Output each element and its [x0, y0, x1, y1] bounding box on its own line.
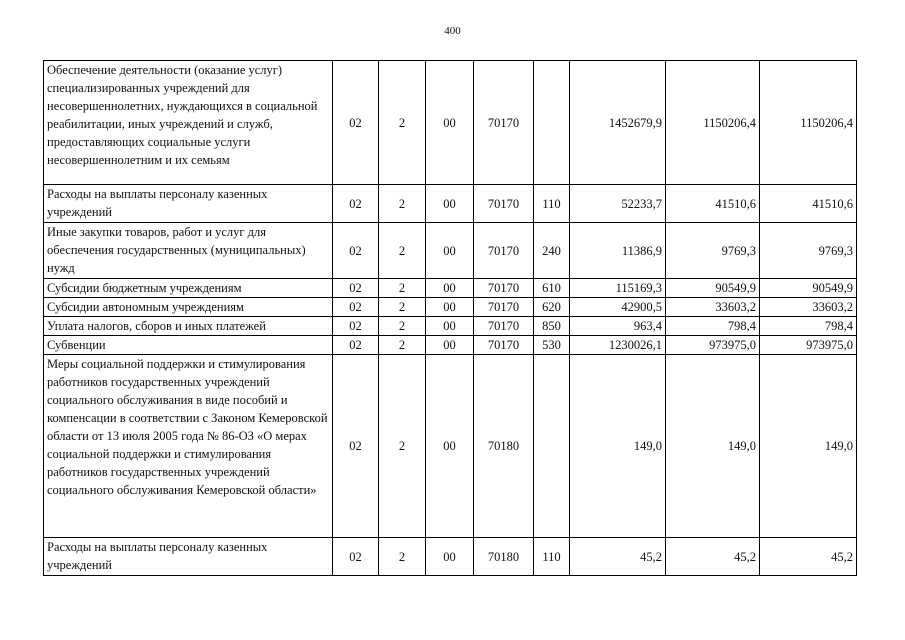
amount-3: 33603,2	[760, 298, 857, 317]
row-name: Иные закупки товаров, работ и услуг для обеспечения государственных (муниципальных) нужд	[44, 223, 333, 279]
table-row	[44, 185, 857, 223]
subsection-code: 2	[379, 279, 426, 298]
section-code: 02	[333, 538, 379, 576]
amount-1: 1230026,1	[570, 336, 666, 355]
expense-code: 240	[534, 223, 570, 279]
amount-2: 33603,2	[666, 298, 760, 317]
expense-code: 620	[534, 298, 570, 317]
target-code: 70180	[474, 538, 534, 576]
program-code: 00	[426, 317, 474, 336]
amount-3: 45,2	[760, 538, 857, 576]
program-code: 00	[426, 185, 474, 223]
amount-3: 973975,0	[760, 336, 857, 355]
amount-1: 115169,3	[570, 279, 666, 298]
subsection-code: 2	[379, 61, 426, 185]
expense-code: 110	[534, 538, 570, 576]
program-code: 00	[426, 223, 474, 279]
subsection-code: 2	[379, 298, 426, 317]
program-code: 00	[426, 336, 474, 355]
program-code: 00	[426, 538, 474, 576]
subsection-code: 2	[379, 336, 426, 355]
amount-3: 90549,9	[760, 279, 857, 298]
section-code: 02	[333, 279, 379, 298]
page-number: 400	[444, 25, 461, 37]
table-row	[44, 298, 857, 317]
row-name: Уплата налогов, сборов и иных платежей	[44, 317, 333, 336]
target-code: 70170	[474, 185, 534, 223]
expense-code	[534, 61, 570, 185]
budget-table	[43, 60, 857, 576]
amount-1: 42900,5	[570, 298, 666, 317]
target-code: 70170	[474, 223, 534, 279]
section-code: 02	[333, 355, 379, 538]
amount-1: 963,4	[570, 317, 666, 336]
row-name: Расходы на выплаты персоналу казенных учреждений	[44, 538, 333, 576]
subsection-code: 2	[379, 185, 426, 223]
row-name: Субсидии бюджетным учреждениям	[44, 279, 333, 298]
table-row	[44, 61, 857, 185]
amount-1: 1452679,9	[570, 61, 666, 185]
section-code: 02	[333, 298, 379, 317]
subsection-code: 2	[379, 317, 426, 336]
section-code: 02	[333, 336, 379, 355]
table-row	[44, 336, 857, 355]
target-code: 70170	[474, 279, 534, 298]
target-code: 70170	[474, 317, 534, 336]
expense-code: 530	[534, 336, 570, 355]
target-code: 70180	[474, 355, 534, 538]
amount-3: 798,4	[760, 317, 857, 336]
amount-2: 798,4	[666, 317, 760, 336]
table-row	[44, 538, 857, 576]
row-name: Субвенции	[44, 336, 333, 355]
program-code: 00	[426, 298, 474, 317]
amount-1: 45,2	[570, 538, 666, 576]
subsection-code: 2	[379, 223, 426, 279]
row-name: Расходы на выплаты персоналу казенных учреждений	[44, 185, 333, 223]
section-code: 02	[333, 61, 379, 185]
row-name: Обеспечение деятельности (оказание услуг) специализированных учреждений для несовершеннолетних, нуждающихся в социальной реабилитации, иных учреждений и служб, предоставляющих социальные услуги несовершеннолетним и их семьям	[44, 61, 333, 185]
amount-2: 41510,6	[666, 185, 760, 223]
amount-3: 149,0	[760, 355, 857, 538]
target-code: 70170	[474, 61, 534, 185]
target-code: 70170	[474, 298, 534, 317]
section-code: 02	[333, 317, 379, 336]
subsection-code: 2	[379, 538, 426, 576]
table-row	[44, 317, 857, 336]
subsection-code: 2	[379, 355, 426, 538]
program-code: 00	[426, 61, 474, 185]
expense-code: 110	[534, 185, 570, 223]
expense-code	[534, 355, 570, 538]
amount-3: 41510,6	[760, 185, 857, 223]
table-row	[44, 355, 857, 538]
section-code: 02	[333, 185, 379, 223]
expense-code: 850	[534, 317, 570, 336]
program-code: 00	[426, 355, 474, 538]
row-name: Меры социальной поддержки и стимулирования работников государственных учреждений социального обслуживания в виде пособий и компенсации в соответствии с Законом Кемеровской области от 13 июля 2005 года № 86-ОЗ «О мерах социальной поддержки и стимулирования работников государственных учреждений социального обслуживания Кемеровской области»	[44, 355, 333, 538]
amount-2: 973975,0	[666, 336, 760, 355]
amount-3: 9769,3	[760, 223, 857, 279]
amount-2: 149,0	[666, 355, 760, 538]
target-code: 70170	[474, 336, 534, 355]
table-row	[44, 279, 857, 298]
amount-1: 11386,9	[570, 223, 666, 279]
expense-code: 610	[534, 279, 570, 298]
amount-2: 9769,3	[666, 223, 760, 279]
amount-2: 1150206,4	[666, 61, 760, 185]
amount-1: 149,0	[570, 355, 666, 538]
amount-1: 52233,7	[570, 185, 666, 223]
amount-3: 1150206,4	[760, 61, 857, 185]
row-name: Субсидии автономным учреждениям	[44, 298, 333, 317]
section-code: 02	[333, 223, 379, 279]
amount-2: 45,2	[666, 538, 760, 576]
table-row	[44, 223, 857, 279]
program-code: 00	[426, 279, 474, 298]
amount-2: 90549,9	[666, 279, 760, 298]
